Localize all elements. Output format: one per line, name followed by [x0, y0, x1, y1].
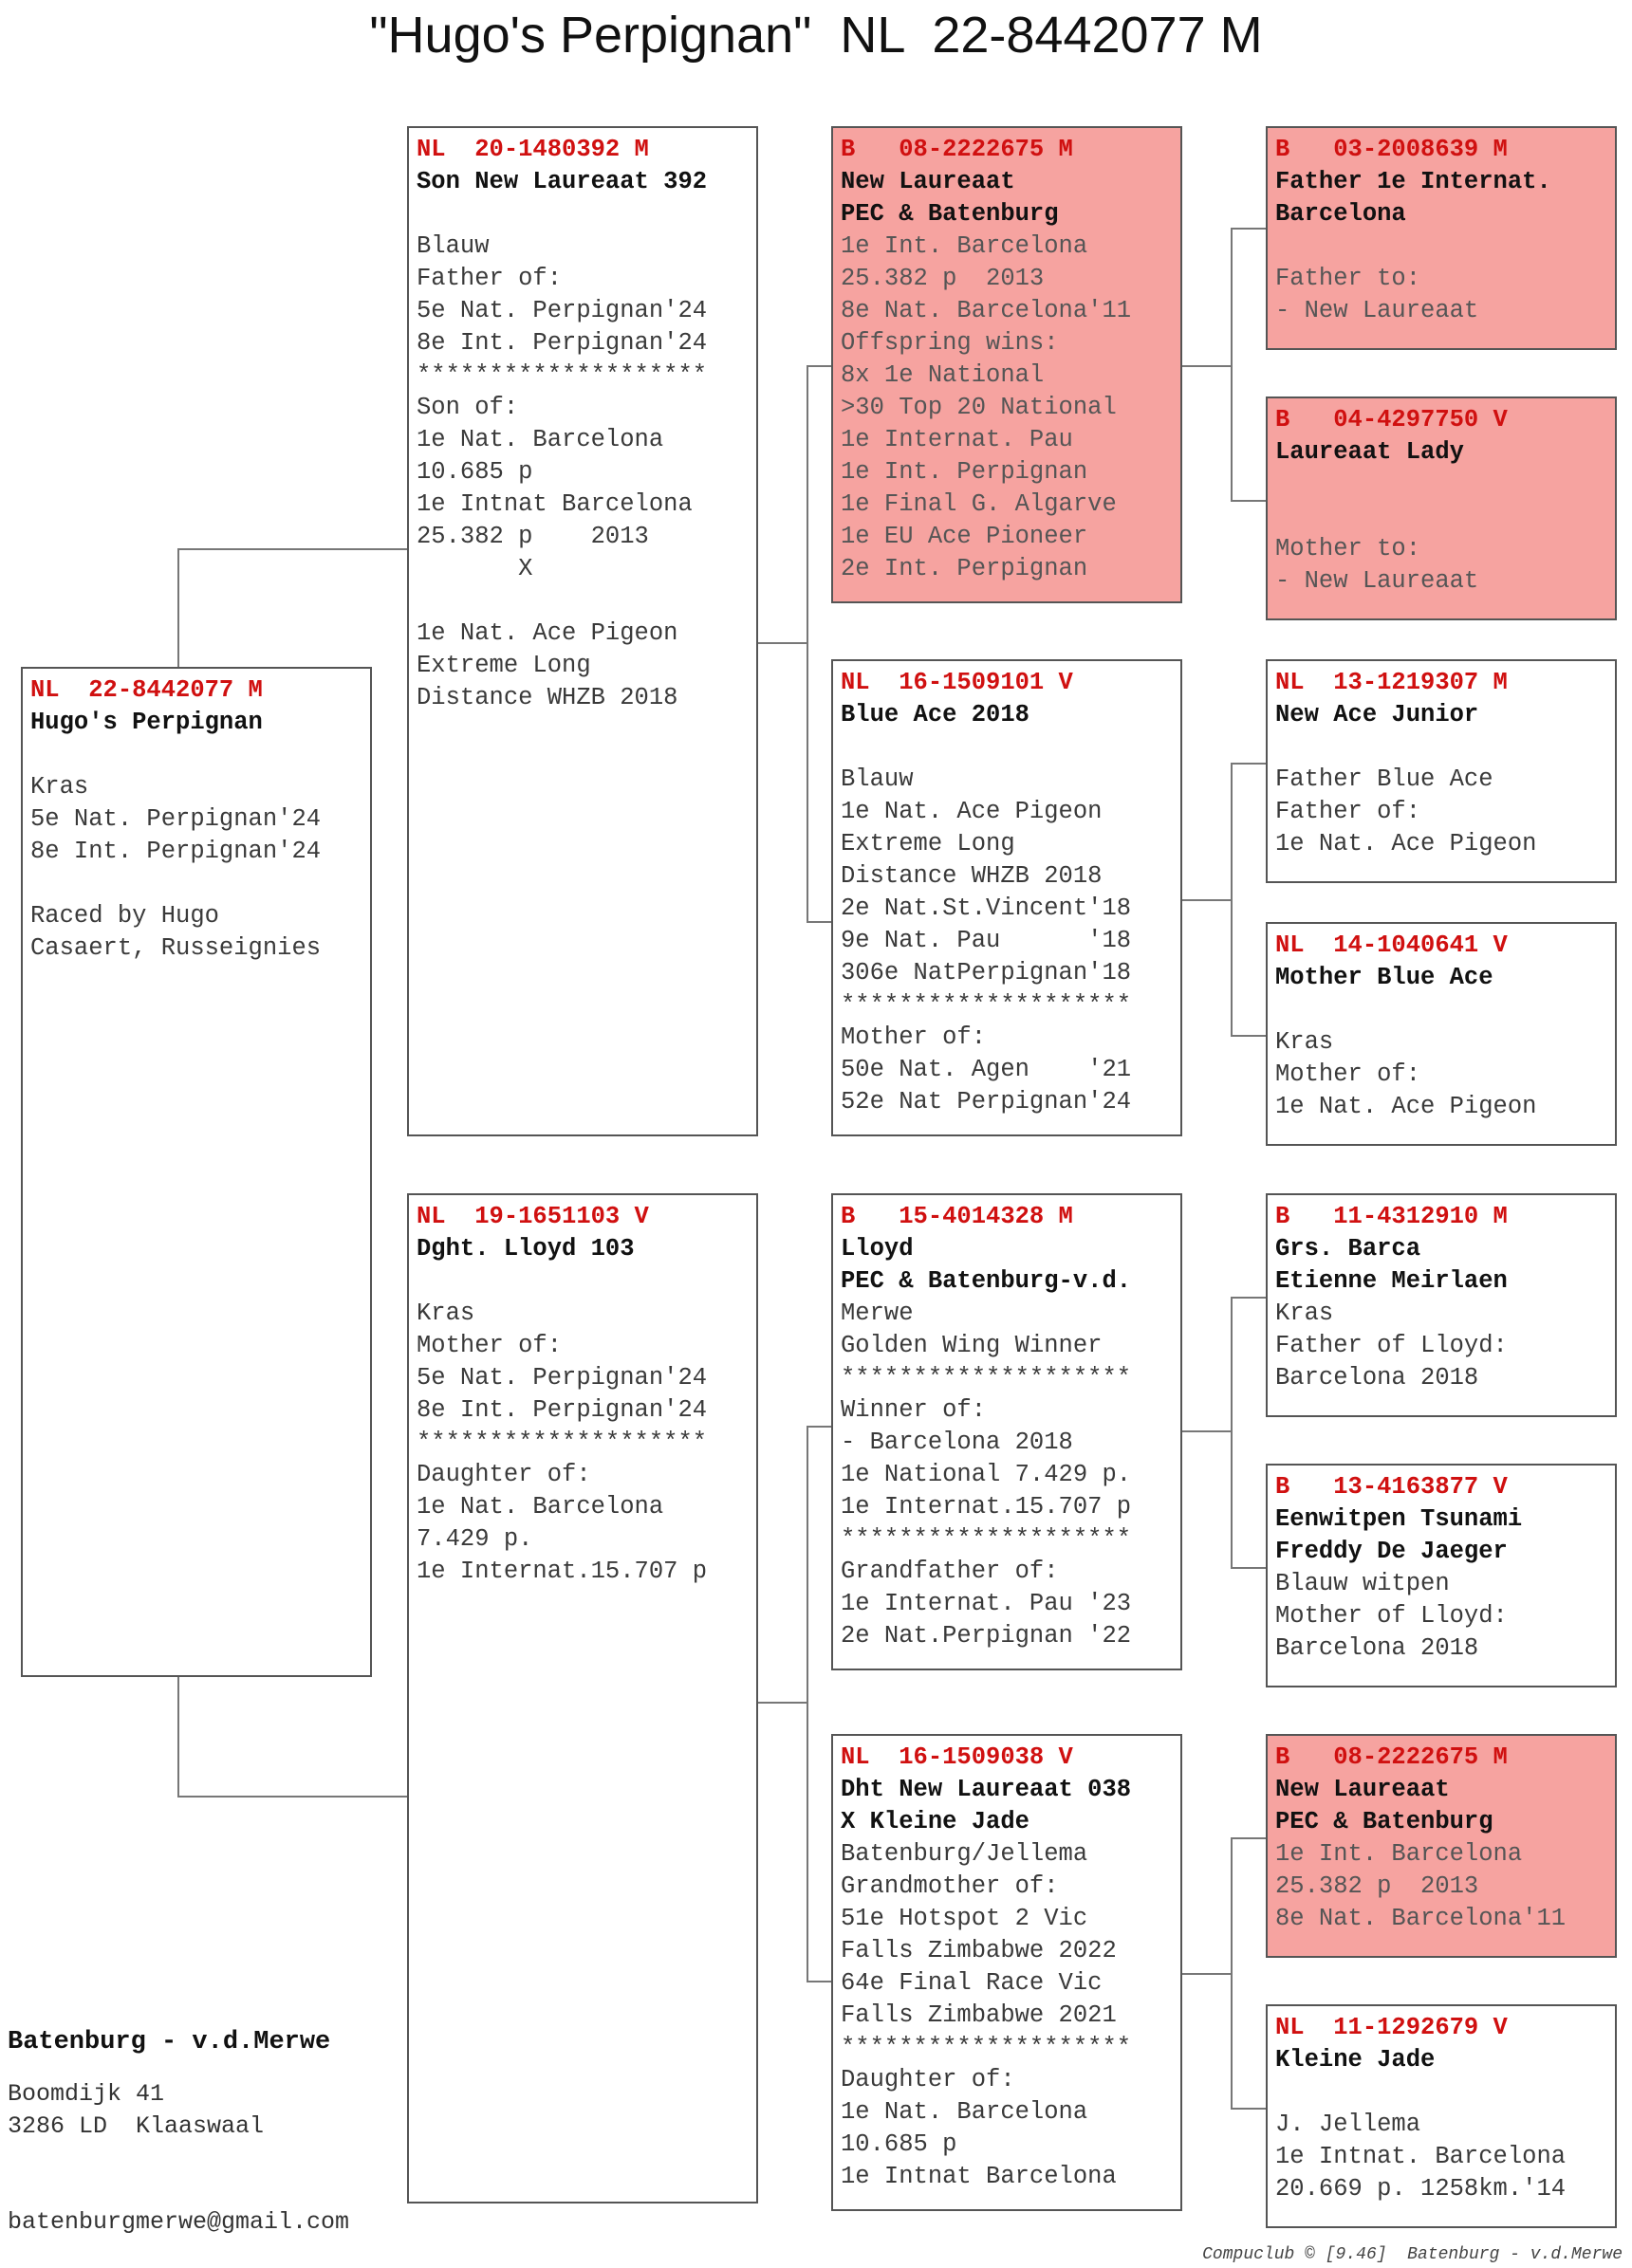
card-text-line: Mother of Lloyd: [1275, 1602, 1508, 1630]
card-text-line: 25.382 p 2013 [417, 523, 649, 550]
card-text-line: 9e Nat. Pau '18 [841, 927, 1132, 954]
card-text-line: 25.382 p 2013 [841, 265, 1045, 292]
card-text-line: 2e Int. Perpignan [841, 555, 1088, 582]
card-text-line [30, 868, 362, 900]
card-text-line [1275, 469, 1607, 501]
card-text-line: Distance WHZB 2018 [841, 862, 1103, 890]
card-text-line: Mother of: [841, 1023, 987, 1051]
card-text-line: 1e Internat.15.707 p [417, 1558, 708, 1585]
card-text-line: 1e Intnat Barcelona [417, 490, 693, 518]
pigeon-name: Grs. Barca [1275, 1235, 1421, 1263]
card-text-line: Barcelona 2018 [1275, 1364, 1479, 1392]
card-text-line: Winner of: [841, 1396, 987, 1424]
ring-number: NL 16-1509038 V [841, 1743, 1073, 1771]
pigeon-name: Father 1e Internat. [1275, 168, 1551, 195]
footer-credit: Compuclub © [9.46] Batenburg - v.d.Merwe [1202, 2245, 1623, 2264]
card-text-line: 1e Int. Barcelona [841, 232, 1088, 260]
connector-line [177, 548, 179, 667]
pedigree-card-sds [1266, 659, 1617, 883]
card-text-line: 1e Internat. Pau '23 [841, 1590, 1132, 1617]
card-text-line [417, 1265, 749, 1298]
ring-number: B 13-4163877 V [1275, 1473, 1508, 1501]
card-text-line: J. Jellema [1275, 2111, 1421, 2138]
card-text-line: ******************** [841, 991, 1132, 1019]
page-title: "Hugo's Perpignan" NL 22-8442077 M [369, 7, 1263, 64]
connector-line [807, 365, 808, 922]
connector-line [807, 1981, 831, 1982]
ring-number: NL 20-1480392 M [417, 136, 649, 163]
card-text-line: Father of: [1275, 798, 1421, 825]
ring-number: B 08-2222675 M [1275, 1743, 1508, 1771]
owner-address-street: Boomdijk 41 [8, 2080, 165, 2108]
card-text-line: Casaert, Russeignies [30, 934, 322, 962]
connector-line [1231, 500, 1266, 502]
pedigree-card-subject [21, 667, 372, 1677]
card-text-line: 1e Nat. Barcelona [417, 1493, 664, 1521]
card-text-line: 25.382 p 2013 [1275, 1872, 1479, 1900]
pigeon-name: Kleine Jade [1275, 2046, 1436, 2074]
card-text-line: Mother of: [417, 1332, 563, 1359]
card-text-line: 1e Internat. Pau [841, 426, 1073, 453]
card-text-line: ******************** [417, 361, 708, 389]
card-text-line: ******************** [841, 2034, 1132, 2061]
card-text-line: 20.669 p. 1258km.'14 [1275, 2175, 1567, 2203]
card-text-line: Kras [30, 773, 89, 801]
connector-line [1231, 1837, 1233, 2109]
card-text-line: Falls Zimbabwe 2021 [841, 2001, 1117, 2029]
connector-line [807, 1426, 808, 1982]
card-text-line: 8e Nat. Barcelona'11 [1275, 1905, 1567, 1932]
card-text-line [1275, 2076, 1607, 2109]
pigeon-name: New Ace Junior [1275, 701, 1479, 728]
card-text-line: 7.429 p. [417, 1525, 533, 1553]
connector-line [1231, 763, 1233, 1036]
card-text-line [417, 198, 749, 230]
connector-line [807, 1426, 831, 1428]
card-text-line: >30 Top 20 National [841, 394, 1117, 421]
pigeon-name: Hugo's Perpignan [30, 709, 263, 736]
card-text-line: ******************** [841, 1525, 1132, 1553]
card-text-line: 1e Final G. Algarve [841, 490, 1117, 518]
pedigree-card-dds [1266, 1734, 1617, 1958]
card-text-line: 5e Nat. Perpignan'24 [30, 805, 322, 833]
card-text-line: Blauw [417, 232, 490, 260]
card-text-line: 1e Int. Barcelona [1275, 1840, 1523, 1868]
pigeon-name: PEC & Batenburg-v.d. [841, 1267, 1132, 1295]
card-text-line: 8e Nat. Barcelona'11 [841, 297, 1132, 324]
card-text-line: ******************** [841, 1364, 1132, 1392]
connector-line [1231, 2108, 1266, 2110]
card-text-line: 8e Int. Perpignan'24 [417, 329, 708, 357]
card-text-line: 5e Nat. Perpignan'24 [417, 297, 708, 324]
card-text-line: 2e Nat.St.Vincent'18 [841, 894, 1132, 922]
card-text-line: 52e Nat Perpignan'24 [841, 1088, 1132, 1116]
card-text-line: 50e Nat. Agen '21 [841, 1056, 1132, 1083]
pedigree-card-dam [407, 1193, 758, 2203]
card-text-line: Son of: [417, 394, 519, 421]
connector-line [1231, 763, 1266, 765]
owner-address-city: 3286 LD Klaaswaal [8, 2112, 265, 2140]
connector-line [177, 1796, 407, 1798]
card-text-line: Blauw [841, 765, 914, 793]
connector-line [1182, 365, 1232, 367]
card-text-line: 1e Intnat. Barcelona [1275, 2143, 1567, 2170]
card-text-line: 8e Int. Perpignan'24 [30, 838, 322, 865]
card-text-line: Kras [1275, 1300, 1334, 1327]
card-text-line [1275, 501, 1607, 533]
connector-line [1182, 1973, 1232, 1975]
ring-number: NL 22-8442077 M [30, 676, 263, 704]
card-text-line: - New Laureaat [1275, 297, 1479, 324]
card-text-line: Falls Zimbabwe 2022 [841, 1937, 1117, 1964]
card-text-line [1275, 230, 1607, 263]
card-text-line: ******************** [417, 1429, 708, 1456]
connector-line [1231, 1297, 1233, 1568]
pigeon-name: Freddy De Jaeger [1275, 1538, 1508, 1565]
card-text-line [1275, 994, 1607, 1026]
pigeon-name: PEC & Batenburg [841, 200, 1059, 228]
card-text-line: 1e Nat. Ace Pigeon [841, 798, 1103, 825]
card-text-line: Kras [417, 1300, 475, 1327]
card-text-line: 51e Hotspot 2 Vic [841, 1905, 1088, 1932]
connector-line [1231, 1837, 1266, 1839]
pedigree-card-sdd [1266, 922, 1617, 1146]
card-text-line: Raced by Hugo [30, 902, 219, 930]
connector-line [1182, 899, 1232, 901]
card-text-line: 306e NatPerpignan'18 [841, 959, 1132, 986]
card-text-line: 1e Int. Perpignan [841, 458, 1088, 486]
card-text-line: Daughter of: [841, 2066, 1015, 2093]
connector-line [758, 642, 807, 644]
connector-line [758, 1702, 807, 1704]
ring-number: NL 13-1219307 M [1275, 669, 1508, 696]
pigeon-name: Lloyd [841, 1235, 914, 1263]
connector-line [1231, 1297, 1266, 1299]
card-text-line: 1e National 7.429 p. [841, 1461, 1132, 1488]
card-text-line: Merwe [841, 1300, 914, 1327]
ring-number: NL 19-1651103 V [417, 1203, 649, 1230]
card-text-line: 8e Int. Perpignan'24 [417, 1396, 708, 1424]
pedigree-card-sire [407, 126, 758, 1136]
card-text-line: Father to: [1275, 265, 1421, 292]
card-text-line: - Barcelona 2018 [841, 1429, 1073, 1456]
card-text-line: Father of: [417, 265, 563, 292]
card-text-line: Batenburg/Jellema [841, 1840, 1088, 1868]
owner-email[interactable]: batenburgmerwe@gmail.com [8, 2208, 350, 2236]
card-text-line: Offspring wins: [841, 329, 1059, 357]
ring-number: B 08-2222675 M [841, 136, 1073, 163]
pigeon-name: Barcelona [1275, 200, 1406, 228]
card-text-line: Grandfather of: [841, 1558, 1059, 1585]
pedigree-card-dsd [1266, 1464, 1617, 1687]
pigeon-name: Mother Blue Ace [1275, 964, 1493, 991]
pigeon-name: Dht New Laureaat 038 [841, 1776, 1132, 1803]
ring-number: B 15-4014328 M [841, 1203, 1073, 1230]
connector-line [177, 1677, 179, 1797]
ring-number: NL 11-1292679 V [1275, 2014, 1508, 2041]
pigeon-name: X Kleine Jade [841, 1808, 1029, 1835]
card-text-line [1275, 731, 1607, 764]
pigeon-name: Etienne Meirlaen [1275, 1267, 1508, 1295]
pedigree-card-ssd [1266, 396, 1617, 620]
card-text-line: 5e Nat. Perpignan'24 [417, 1364, 708, 1392]
card-text-line: Daughter of: [417, 1461, 591, 1488]
connector-line [807, 365, 831, 367]
connector-line [1231, 228, 1233, 501]
card-text-line: Golden Wing Winner [841, 1332, 1103, 1359]
card-text-line: Mother of: [1275, 1060, 1421, 1088]
pedigree-card-dam-sire [831, 1193, 1182, 1670]
pedigree-card-sire-dam [831, 659, 1182, 1136]
card-text-line: Mother to: [1275, 535, 1421, 562]
card-text-line: 1e Nat. Barcelona [417, 426, 664, 453]
card-text-line: 1e Nat. Barcelona [841, 2098, 1088, 2126]
card-text-line [30, 739, 362, 771]
card-text-line: 10.685 p [841, 2130, 957, 2158]
card-text-line: Extreme Long [841, 830, 1015, 857]
pedigree-card-sss [1266, 126, 1617, 350]
card-text-line: 1e Nat. Ace Pigeon [1275, 830, 1537, 857]
pigeon-name: Son New Laureaat 392 [417, 168, 708, 195]
pedigree-card-sire-sire [831, 126, 1182, 603]
pigeon-name: Laureaat Lady [1275, 438, 1464, 466]
pigeon-name: PEC & Batenburg [1275, 1808, 1493, 1835]
card-text-line: Kras [1275, 1028, 1334, 1056]
connector-line [1182, 1430, 1232, 1432]
card-text-line: Grandmother of: [841, 1872, 1059, 1900]
connector-line [807, 921, 831, 923]
ring-number: B 11-4312910 M [1275, 1203, 1508, 1230]
pedigree-card-dss [1266, 1193, 1617, 1417]
card-text-line [841, 731, 1173, 764]
card-text-line: 1e Intnat Barcelona [841, 2163, 1117, 2190]
pigeon-name: New Laureaat [1275, 1776, 1450, 1803]
pigeon-name: Dght. Lloyd 103 [417, 1235, 635, 1263]
card-text-line: 2e Nat.Perpignan '22 [841, 1622, 1132, 1650]
card-text-line: 8x 1e National [841, 361, 1045, 389]
ring-number: B 04-4297750 V [1275, 406, 1508, 433]
card-text-line: X [417, 555, 533, 582]
pigeon-name: New Laureaat [841, 168, 1015, 195]
connector-line [1231, 1567, 1266, 1569]
card-text-line: Father Blue Ace [1275, 765, 1493, 793]
ring-number: NL 14-1040641 V [1275, 931, 1508, 959]
card-text-line: 1e Internat.15.707 p [841, 1493, 1132, 1521]
card-text-line: - New Laureaat [1275, 567, 1479, 595]
card-text-line: Extreme Long [417, 652, 591, 679]
ring-number: NL 16-1509101 V [841, 669, 1073, 696]
card-text-line: Blauw witpen [1275, 1570, 1450, 1597]
connector-line [1231, 1035, 1266, 1037]
card-text-line [417, 585, 749, 618]
connector-line [1231, 228, 1266, 230]
owner-name: Batenburg - v.d.Merwe [8, 2028, 331, 2056]
card-text-line: Father of Lloyd: [1275, 1332, 1508, 1359]
pedigree-card-ddd [1266, 2004, 1617, 2228]
pigeon-name: Blue Ace 2018 [841, 701, 1029, 728]
card-text-line: Barcelona 2018 [1275, 1634, 1479, 1662]
pedigree-card-dam-dam [831, 1734, 1182, 2211]
card-text-line: Distance WHZB 2018 [417, 684, 678, 711]
card-text-line: 10.685 p [417, 458, 533, 486]
ring-number: B 03-2008639 M [1275, 136, 1508, 163]
connector-line [177, 548, 407, 550]
card-text-line: 1e Nat. Ace Pigeon [1275, 1093, 1537, 1120]
card-text-line: 1e Nat. Ace Pigeon [417, 619, 678, 647]
card-text-line: 64e Final Race Vic [841, 1969, 1103, 1997]
pigeon-name: Eenwitpen Tsunami [1275, 1505, 1523, 1533]
card-text-line: 1e EU Ace Pioneer [841, 523, 1088, 550]
